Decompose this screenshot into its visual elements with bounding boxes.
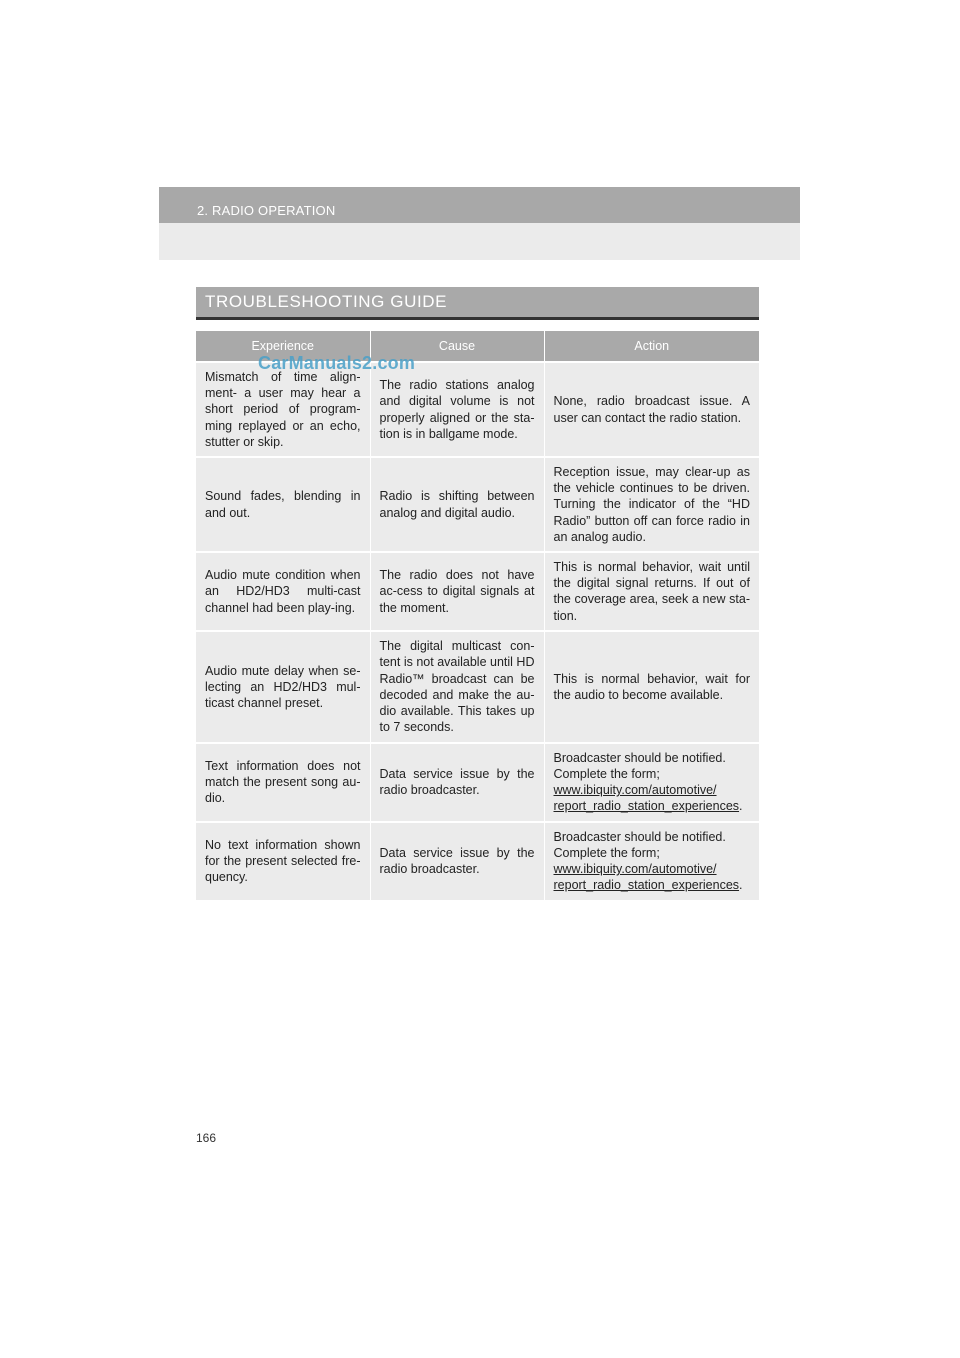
table-row <box>196 552 759 631</box>
action-cell <box>544 743 759 822</box>
cause-cell: Data service issue by the radio broadcaster. <box>370 743 544 822</box>
table-row <box>196 743 759 822</box>
action-cell: Reception issue, may clear-up as the vehicle continues to be driven. Turning the indicator of the “HD Radio” button off can force radio in an analog audio. <box>544 457 759 552</box>
experience-cell: Audio mute condition when an HD2/HD3 multi-cast channel had been play-ing. <box>196 552 370 631</box>
column-header-cause: Cause <box>370 331 544 362</box>
form-link-path[interactable]: report_radio_station_experiences <box>553 799 740 814</box>
table-row <box>196 362 759 457</box>
action-text: Broadcaster should be notified. Complete the form; <box>553 750 726 782</box>
action-text: Broadcaster should be notified. Complete the form; <box>553 829 726 860</box>
experience-cell: Sound fades, blending in and out. <box>196 457 370 552</box>
column-header-action: Action <box>544 331 759 362</box>
header-bar <box>159 187 800 223</box>
column-header-experience: Experience <box>196 331 370 362</box>
chapter-title: 2. RADIO OPERATION <box>197 203 336 218</box>
period: . <box>739 799 743 814</box>
experience-cell: Audio mute delay when se-lecting an HD2/HD3 mul-ticast channel preset. <box>196 631 370 743</box>
form-link-path[interactable]: report_radio_station_experiences <box>553 878 740 893</box>
table-row <box>196 822 759 900</box>
action-cell: This is normal behavior, wait until the digital signal returns. If out of the coverage area, seek a new sta-tion. <box>544 552 759 631</box>
section-title: TROUBLESHOOTING GUIDE <box>205 292 448 311</box>
table-row <box>196 631 759 743</box>
table-row <box>196 457 759 552</box>
experience-cell: No text information shown for the present selected fre-quency. <box>196 822 370 900</box>
watermark-text: CarManuals2.com <box>258 353 416 373</box>
action-cell: None, radio broadcast issue. A user can contact the radio station. <box>544 362 759 457</box>
action-cell: This is normal behavior, wait for the audio to become available. <box>544 631 759 743</box>
form-link[interactable]: www.ibiquity.com/automotive/ <box>553 783 717 798</box>
cause-cell: Data service issue by the radio broadcaster. <box>370 822 544 900</box>
section-divider <box>196 317 759 320</box>
experience-cell: Text information does not match the present song au-dio. <box>196 743 370 822</box>
experience-cell: Mismatch of time align-ment- a user may hear a short period of program-ming replayed or an echo, stutter or skip. <box>196 362 370 457</box>
cause-cell: The radio stations analog and digital volume is not properly aligned or the sta-tion is in ballgame mode. <box>370 362 544 457</box>
cause-cell: The digital multicast con-tent is not available until HD Radio™ broadcast can be decoded and make the au-dio available. This takes up to 7 seconds. <box>370 631 544 743</box>
action-cell <box>544 822 759 900</box>
troubleshooting-table <box>196 331 759 900</box>
cause-cell: Radio is shifting between analog and digital audio. <box>370 457 544 552</box>
page-header <box>159 187 800 260</box>
section-header <box>196 287 759 317</box>
cause-cell: The radio does not have ac-cess to digital signals at the moment. <box>370 552 544 631</box>
page-number: 166 <box>196 1131 217 1145</box>
form-link[interactable]: www.ibiquity.com/automotive/ <box>553 862 717 877</box>
period: . <box>739 878 743 893</box>
